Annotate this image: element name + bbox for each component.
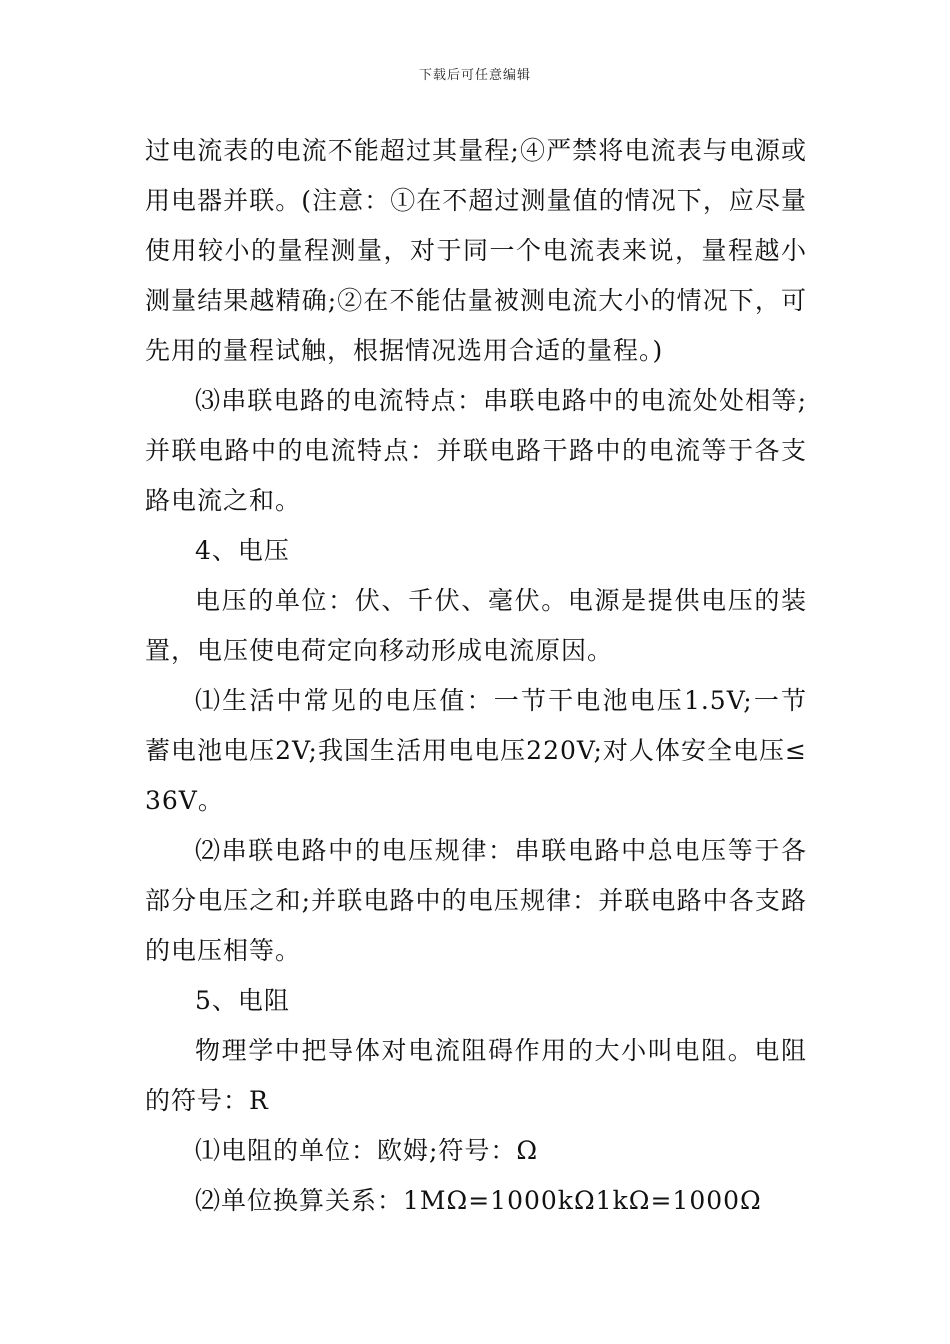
page-header-note: 下载后可任意编辑: [418, 68, 531, 83]
paragraph-current-characteristics: ⑶串联电路的电流特点：串联电路中的电流处处相等;并联电路中的电流特点：并联电路干路中的电流等于各支路电流之和。: [145, 386, 807, 515]
paragraph-voltage-units: 电压的单位：伏、千伏、毫伏。电源是提供电压的装置，电压使电荷定向移动形成电流原因。: [145, 586, 807, 665]
section-heading-voltage: 4、电压: [195, 536, 290, 565]
section-heading-resistance: 5、电阻: [195, 986, 290, 1015]
document-body: [145, 126, 807, 1226]
paragraph-unit-conversion: ⑵单位换算关系：1MΩ=1000kΩ1kΩ=1000Ω: [195, 1186, 762, 1215]
paragraph-voltage-rules: ⑵串联电路中的电压规律：串联电路中总电压等于各部分电压之和;并联电路中的电压规律：并联电路中各支路的电压相等。: [145, 836, 807, 965]
paragraph-resistance-unit: ⑴电阻的单位：欧姆;符号：Ω: [195, 1136, 539, 1165]
paragraph-common-voltages: ⑴生活中常见的电压值：一节干电池电压1.5V;一节蓄电池电压2V;我国生活用电电压220V;对人体安全电压≤36V。: [145, 686, 807, 815]
paragraph-ammeter-rules: 过电流表的电流不能超过其量程;④严禁将电流表与电源或用电器并联。(注意：①在不超过测量值的情况下，应尽量使用较小的量程测量，对于同一个电流表来说，量程越小测量结果越精确;②在不能估量被测电流大小的情况下，可先用的量程试触，根据情况选用合适的量程。): [145, 136, 807, 365]
paragraph-resistance-definition: 物理学中把导体对电流阻碍作用的大小叫电阻。电阻的符号：R: [145, 1036, 807, 1115]
